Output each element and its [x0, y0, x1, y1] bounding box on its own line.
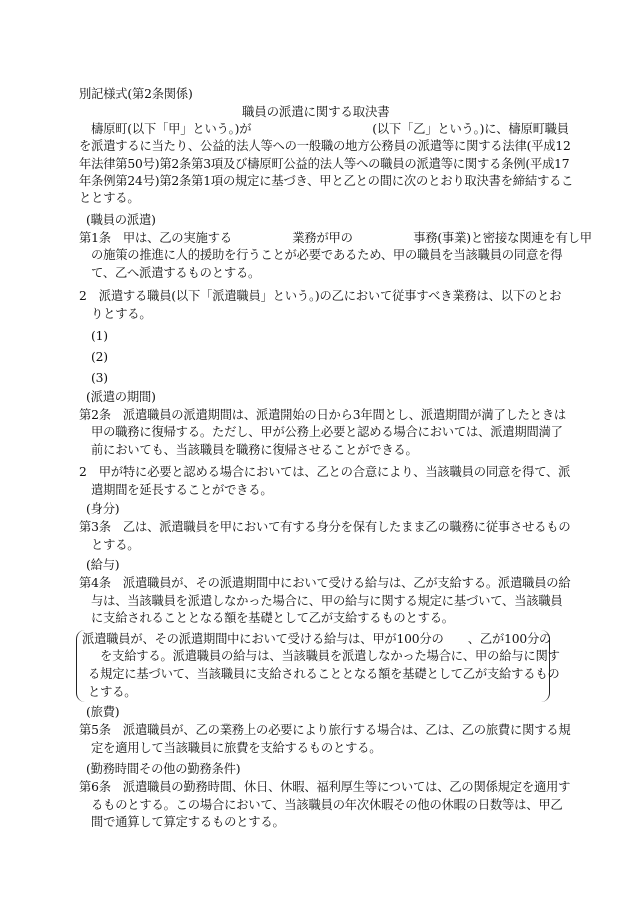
list-item: (2) [91, 350, 108, 364]
article-line: るものとする。この場合において、当該職員の年次休暇その他の休暇の日数等は、甲乙 [91, 798, 563, 812]
alternative-clause-line: る規定に基づいて、当該職員に支給されることとなる額を基礎として乙が支給するもの [88, 667, 560, 681]
article-line: 第3条 乙は、派遣職員を甲において有する身分を保有したまま乙の職務に従事させるもの [79, 520, 571, 534]
article-line: 与は、当該職員を派遣しなかった場合に、甲の給与に関する規定に基づいて、当該職員 [91, 594, 563, 608]
alternative-clause-line: を支給する。派遣職員の給与は、当該職員を派遣しなかった場合に、甲の給与に関す [100, 649, 560, 663]
article-line: 第5条 派遣職員が、乙の業務上の必要により旅行する場合は、乙は、乙の旅費に関する規 [79, 723, 571, 737]
article-line: 第4条 派遣職員が、その派遣期間中において受ける給与は、乙が支給する。派遣職員の給 [79, 576, 571, 590]
paragraph-line: 遣期間を延長することができる。 [91, 483, 273, 497]
article-line: の施策の推進に人的援助を行うことが必要であるため、甲の職員を当該職員の同意を得 [91, 248, 563, 262]
article-heading: (派遣の期間) [86, 390, 156, 404]
preamble-line: 年条例第24号)第2条第1項の規定に基づき、甲と乙との間に次のとおり取決書を締結するこ [79, 174, 574, 188]
article-line: に支給されることとなる額を基礎として乙が支給するものとする。 [91, 611, 454, 625]
article-heading: (身分) [86, 502, 120, 516]
article-line: 甲の職務に復帰する。ただし、甲が公務上必要と認める場合においては、派遣期間満了 [91, 425, 563, 439]
form-label: 別記様式(第2条関係) [79, 87, 193, 101]
article-heading: (旅費) [86, 705, 120, 719]
paragraph-line: 2 派遣する職員(以下「派遣職員」という。)の乙において従事すべき業務は、以下のとお [79, 289, 562, 303]
article-line: 定を適用して当該職員に旅費を支給するものとする。 [91, 741, 382, 755]
article-heading: (勤務時間その他の勤務条件) [86, 762, 241, 776]
paragraph-line: りとする。 [91, 307, 152, 321]
preamble-line: ととする。 [79, 191, 140, 205]
preamble-line: 年法律第50号)第2条第3項及び檮原町公益的法人等への職員の派遣等に関する条例(平成17 [79, 157, 570, 171]
article-line: とする。 [91, 538, 140, 552]
article-heading: (給与) [86, 558, 120, 572]
paragraph-line: 2 甲が特に必要と認める場合においては、乙との合意により、当該職員の同意を得て、派 [79, 465, 571, 479]
article-line: 第1条 甲は、乙の実施する 業務が甲の 事務(事業)と密接な関連を有し甲 [79, 231, 592, 245]
article-line: 第6条 派遣職員の勤務時間、休日、休暇、福利厚生等については、乙の関係規定を適用す [79, 780, 571, 794]
list-item: (1) [91, 329, 108, 343]
preamble-line: を派遣するに当たり、公益的法人等への一般職の地方公務員の派遣等に関する法律(平成12 [79, 139, 571, 153]
alternative-clause-line: 派遣職員が、その派遣期間中において受ける給与は、甲が100分の 、乙が100分の [82, 632, 552, 646]
article-line: 間で通算して算定するものとする。 [91, 815, 285, 829]
article-line: 前においても、当該職員を職務に復帰させることができる。 [91, 443, 418, 457]
article-line: て、乙へ派遣するものとする。 [91, 266, 261, 280]
article-heading: (職員の派遣) [86, 213, 156, 227]
list-item: (3) [91, 371, 108, 385]
alternative-clause-line: とする。 [88, 685, 137, 699]
article-line: 第2条 派遣職員の派遣期間は、派遣開始の日から3年間とし、派遣期間が満了したときは [79, 408, 567, 422]
document-title: 職員の派遣に関する取決書 [242, 104, 390, 119]
preamble-line: 檮原町(以下「甲」という。)が (以下「乙」という。)に、檮原町職員 [91, 122, 569, 136]
